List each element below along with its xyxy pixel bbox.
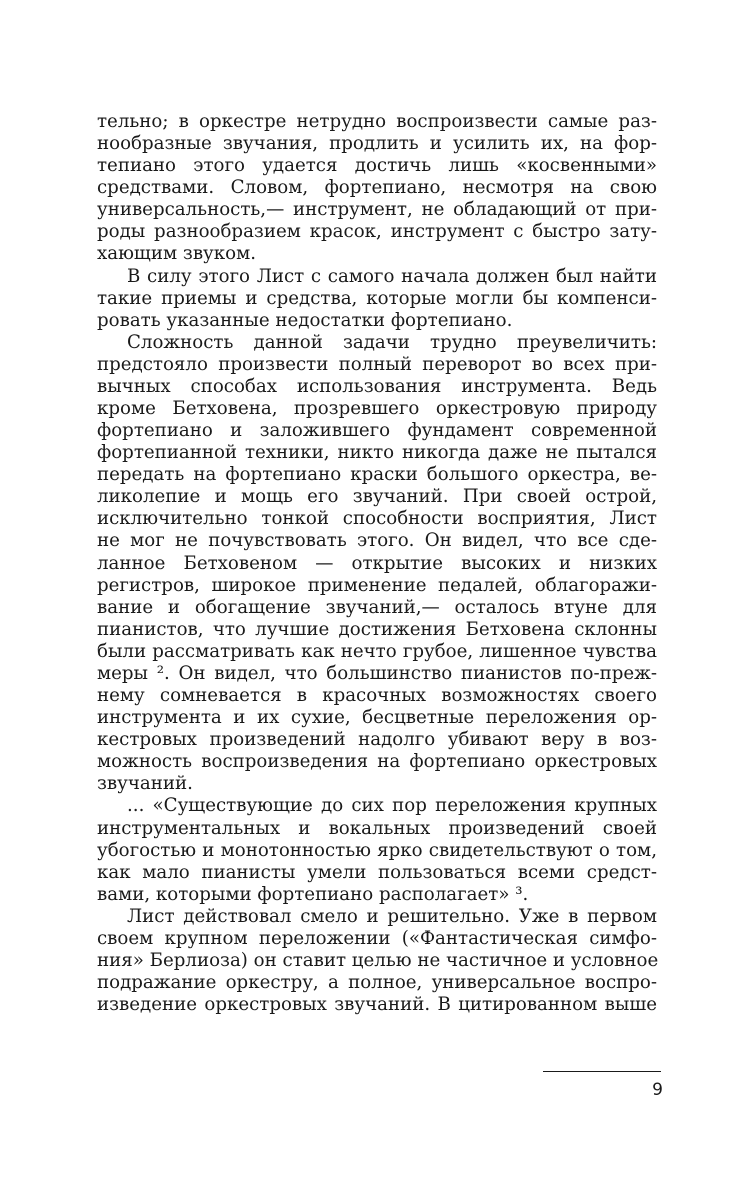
text-line: ланное Бетховеном — открытие высоких и низких (97, 552, 657, 574)
page-number: 9 (652, 1080, 663, 1100)
text-line: инструмента и их сухие, бесцветные переложения ор- (97, 707, 657, 729)
paragraph (97, 906, 657, 1016)
text-line: звучаний. (97, 773, 193, 795)
text-line: можность воспроизведения на фортепиано оркестровых (97, 751, 657, 773)
text-line: такие приемы и средства, которые могли бы компенси- (97, 287, 657, 309)
text-line: ... «Существующие до сих пор переложения крупных (127, 795, 657, 817)
text-line: инструментальных и вокальных произведений своей (97, 817, 657, 839)
text-line: убогостью и монотонностью ярко свидетельствуют о том, (97, 839, 657, 861)
text-line: тельно; в оркестре нетрудно воспроизвести самые раз- (97, 111, 657, 132)
text-line: вами, которыми фортепиано располагает» ³. (97, 883, 529, 905)
paragraph (97, 111, 657, 266)
text-line: изведение оркестровых звучаний. В цитированном выше (97, 994, 657, 1016)
text-line: вание и обогащение звучаний,— осталось втуне для (97, 596, 657, 618)
text-line: были рассматривать как нечто грубое, лишенное чувства (97, 640, 657, 662)
paragraph (97, 266, 657, 332)
paragraph (97, 795, 657, 905)
text-line: меры ². Он видел, что большинство пианистов по-преж- (97, 662, 657, 684)
text-line: исключительно тонкой способности восприятия, Лист (97, 508, 657, 530)
text-line: роды разнообразием красок, инструмент с быстро зату- (97, 221, 657, 243)
text-line: регистров, широкое применение педалей, облагоражи- (97, 574, 657, 596)
text-line: универсальность,— инструмент, не обладающий от при- (97, 199, 657, 221)
paragraph (97, 332, 657, 796)
text-line: как мало пианисты умели пользоваться всеми средст- (97, 861, 657, 883)
text-line: своем крупном переложении («Фантастическая симфо- (97, 927, 657, 949)
footer-divider (543, 1071, 661, 1072)
text-line: ликолепие и мощь его звучаний. При своей острой, (97, 486, 657, 508)
text-line: предстояло произвести полный переворот во всех при- (97, 353, 657, 375)
text-line: фортепиано и заложившего фундамент современной (97, 420, 657, 442)
text-line: В силу этого Лист с самого начала должен был найти (127, 265, 657, 287)
text-line: средствами. Словом, фортепиано, несмотря на свою (97, 177, 657, 199)
text-line: пианистов, что лучшие достижения Бетховена склонны (97, 618, 657, 640)
text-line: Лист действовал смело и решительно. Уже в первом (127, 905, 657, 927)
text-line: нему сомневается в красочных возможностях своего (97, 685, 657, 707)
text-line: ровать указанные недостатки фортепиано. (97, 309, 513, 331)
text-line: тепиано этого удается достичь лишь «косвенными» (97, 155, 657, 177)
text-line: кестровых произведений надолго убивают веру в воз- (97, 729, 657, 751)
text-line: кроме Бетховена, прозревшего оркестровую природу (97, 398, 657, 420)
text-line: нообразные звучания, продлить и усилить их, на фор- (97, 133, 657, 155)
text-line: не мог не почувствовать этого. Он видел, что все сде- (97, 530, 657, 552)
text-line: передать на фортепиано краски большого оркестра, ве- (97, 464, 657, 486)
text-line: хающим звуком. (97, 243, 256, 265)
text-line: подражание оркестру, а полное, универсальное воспро- (97, 972, 657, 994)
text-line: ния» Берлиоза) он ставит целью не частичное и условное (97, 949, 659, 971)
text-line: вычных способах использования инструмента. Ведь (97, 375, 657, 397)
text-line: фортепианной техники, никто никогда даже не пытался (97, 442, 657, 464)
text-line: Сложность данной задачи трудно преувеличить: (127, 331, 657, 353)
page-body-text (97, 111, 657, 1016)
